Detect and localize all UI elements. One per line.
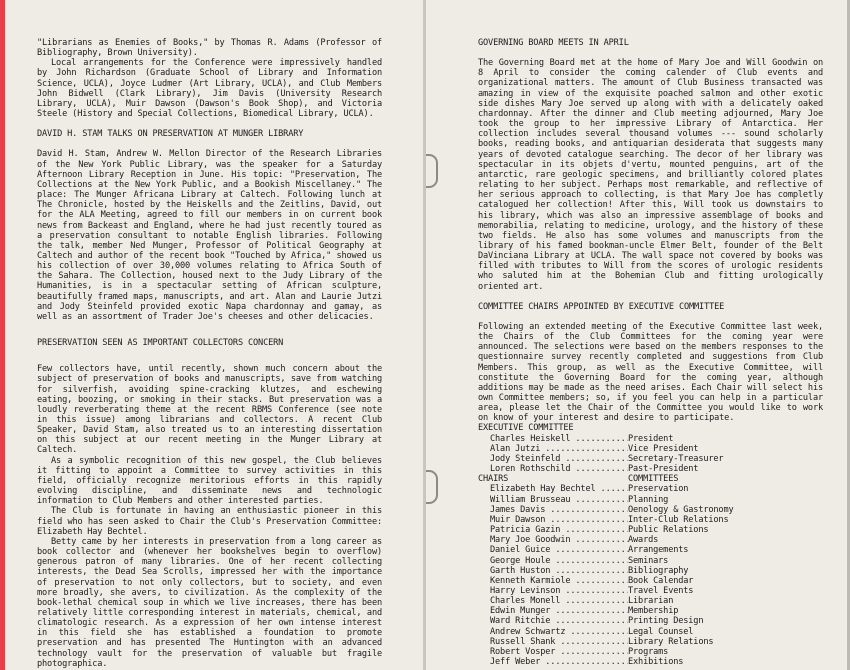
- chairs-header-row: [478, 474, 823, 484]
- chair-row: [478, 616, 823, 626]
- committee-name: Librarian: [628, 596, 674, 607]
- chair-name: Kenneth Karmiole .....: [478, 576, 628, 586]
- chair-row: [478, 586, 823, 596]
- exec-role: Vice President: [628, 443, 699, 454]
- chair-name: Garth Huston .....: [478, 566, 628, 576]
- committee-name: Travel Events: [628, 585, 694, 596]
- chair-name: James Davis .....: [478, 505, 628, 515]
- exec-role: President: [628, 433, 674, 444]
- stam-paragraph: David H. Stam, Andrew W. Mellon Director of the Research Libraries of the New York Public Library, was the speaker for a Saturday Afternoon Library Reception in June. His topic: "Preservation, The Collections at the New York Public, and a Bookish Miscellaney." The place: The Munger Africana Library at Caltech. Following lunch at The Chronicle, hosted by the Heiskells and the Zeitlins, David, out for the ALA Meeting, agreed to fill our members in on current book news from Backeast and England, where he had just recently toured as a preservation consultant to notable English libraries. Following the talk, member Ned Munger, Professor of Political Geography at Caltech and author of the recent book "Touched by Africa," showed us his collection of over 30,000 volumes relating to Africa South of the Sahara. The Collection, housed next to the Judy Library of the Humanities, is in a spectacular setting of African sculpture, beautifully framed maps, manuscripts, and art. Alan and Laurie Jutzi and Jody Steinfeld provided exotic Napa chardonnay and gamay, as well as an assortment of Trader Joe's cheeses and other delicacies.: [37, 149, 382, 322]
- chair-name: Harry Levinson .....: [478, 586, 628, 596]
- chair-row: [478, 545, 823, 555]
- exec-name: Loren Rothschild .....: [478, 464, 628, 474]
- chair-name: George Houle .....: [478, 556, 628, 566]
- committee-name: Printing Design: [628, 616, 704, 627]
- committee-name: Programs: [628, 646, 669, 657]
- chair-row: [478, 627, 823, 637]
- exec-role: Past-President: [628, 464, 699, 475]
- chair-name: Russell Shank .....: [478, 637, 628, 647]
- preservation-heading: PRESERVATION SEEN AS IMPORTANT COLLECTORS CONCERN: [37, 338, 284, 349]
- preservation-paragraph-2: As a symbolic recognition of this new gospel, the Club believes it fitting to appoint a Committee to survey activities in this field, officially recognize meritorious efforts in this rapidly evolving discipline, and disseminate news and technologic information to Club Members and other interested parties.: [37, 455, 382, 507]
- chair-name: Ward Ritchie .....: [478, 616, 628, 626]
- chair-row: [478, 566, 823, 576]
- board-paragraph: The Governing Board met at the home of Mary Joe and Will Goodwin on 8 April to consider the coming calender of Club events and organizational matters. The amount of Club Business transacted was amazing in view of the exquisite poached salmon and other exotic side dishes Mary Joe served up along with with a delicately oaked chardonnay. After the dinner and Club meeting adjourned, Mary Joe took the group to her impressive Library of Antarctica. Her collection includes several thousand volumes --- sound scholarly books, reading books, and antiquarian desiderata that suggests many years of devoted catalogue searching. The decor of her library was spectacular in its objets d'vertu, mounted penguins, art of the antarctic, rare geologic specimens, and brilliantly colored plates relating to her subject. Perhaps most remarkable, and reflective of her serious approach to collecting, is that Mary Joe has completly catalogued her collection! After this, Will took us downstairs to his library, which was also an impressive assemblage of books and memorabilia, relating to medicine, urology, and the history of these two fields. He also has some volumes and manuscripts from the library of his famed bookman-uncle Elmer Belt, founder of the Belt DaVinciana Library at UCLA. The wall space not covered by books was filled with tributes to Will from the scores of urologic residents who saluted him at the Bohemian Club and fitting urologically oriented art.: [478, 58, 823, 292]
- preservation-paragraph-3: The Club is fortunate in having an enthusiastic pioneer in this field who has seen asked to Chair the Club's Preservation Committee: Elizabeth Hay Bechtel.: [37, 506, 382, 537]
- chair-row: [478, 596, 823, 606]
- chairs-paragraph: Following an extended meeting of the Executive Committee last week, the Chairs of the Club Committees for the coming year were announced. The selections were based on the members responses to the questionnaire survey recently completed and suggestions from Club Members. This group, as well as the Executive Committee, will constitute the Governing Board for the coming year, although additions may be made as the need arises. Each Chair will select his own Committee members; so, if you feel you can help in a particular area, please let the Chair of the Committee you would like to work on know of your interest and desire to participate.: [478, 321, 823, 424]
- preservation-paragraph-4: Betty came by her interests in preservation from a long career as book collector and (whenever her bookshelves begin to overflow) generous patron of many libraries. One of her recent collecting interests, the Dead Sea Scrolls, impressed her with the importance of preservation to not only collectors, but to society, and even more broadly, she avers, to civilization. As the complexity of the book-lethal chemical soup in which we live increases, there has been relatively little corresponding interest in materials, chemical, and climatologic research. As a expression of her own intense interest in this field she has established a foundation to promote preservation and has presented The Huntington with an advanced technology vault for the preservation of valuable but fragile photographica.: [37, 536, 382, 669]
- chair-name: Andrew Schwartz .....: [478, 627, 628, 637]
- left-column: [37, 38, 382, 669]
- committee-name: Membership: [628, 606, 679, 617]
- committee-name: Arrangements: [628, 545, 689, 556]
- exec-name: Jody Steinfeld .....: [478, 454, 628, 464]
- staple-top: [426, 154, 438, 188]
- committee-name: Seminars: [628, 555, 669, 566]
- chair-name: Muir Dawson .....: [478, 515, 628, 525]
- exec-row: [478, 464, 823, 474]
- chair-name: Jeff Weber .....: [478, 657, 628, 667]
- committee-name: Planning: [628, 494, 669, 505]
- exec-row: [478, 434, 823, 444]
- chair-row: [478, 525, 823, 535]
- preservation-paragraph-1: Few collectors have, until recently, shown much concern about the subject of preservation of books and manuscripts, save from watching for silverfish, avoiding spine-cracking klutzes, and eschewing eating, boozing, or smoking in their stacks. But preservation was a loudly reverberating theme at the recent RBMS Conference (see note in this issue) among librarians and collectors. A recent Club Speaker, David Stam, also treated us to an interesting dissertation on this subject at our recent meeting in the Munger Library at Caltech.: [37, 364, 382, 456]
- board-heading: GOVERNING BOARD MEETS IN APRIL: [478, 38, 629, 48]
- chair-name: Patricia Gazin .....: [478, 525, 628, 535]
- arrangements-paragraph: Local arrangements for the Conference were impressively handled by John Richardson (Graduate School of Library and Information Science, UCLA), Joyce Ludmer (Art Library, UCLA), and Club Members John Bidwell (Clark Library), Jim Davis (University Research Library, UCLA), Muir Dawson (Dawson's Book Shop), and Victoria Steele (History and Special Collections, Biomedical Library, UCLA).: [37, 58, 382, 120]
- committee-name: Library Relations: [628, 636, 714, 647]
- committee-name: Inter-Club Relations: [628, 514, 729, 525]
- chair-row: [478, 556, 823, 566]
- committee-name: Legal Counsel: [628, 626, 694, 637]
- right-column: [478, 38, 823, 667]
- chair-row: [478, 484, 823, 494]
- exec-row: [478, 444, 823, 454]
- chair-name: Charles Monell .....: [478, 596, 628, 606]
- staple-bottom: [426, 470, 438, 504]
- chair-row: [478, 606, 823, 616]
- chair-row: [478, 515, 823, 525]
- exec-row: [478, 454, 823, 464]
- committee-name: Preservation: [628, 484, 689, 495]
- chair-row: [478, 505, 823, 515]
- committee-name: Book Calendar: [628, 575, 694, 586]
- chair-row: [478, 647, 823, 657]
- stam-heading: DAVID H. STAM TALKS ON PRESERVATION AT MUNGER LIBRARY: [37, 129, 304, 140]
- chair-name: Mary Joe Goodwin .....: [478, 535, 628, 545]
- executive-committee-label: EXECUTIVE COMMITTEE: [478, 423, 574, 434]
- committees-label: COMMITTEES: [628, 474, 679, 485]
- executive-committee-list: [478, 434, 823, 475]
- chair-name: Robert Vosper .....: [478, 647, 628, 657]
- committee-name: Oenology & Gastronomy: [628, 504, 734, 515]
- committee-name: Public Relations: [628, 525, 709, 536]
- chair-row: [478, 535, 823, 545]
- chair-name: William Brusseau .....: [478, 495, 628, 505]
- committee-name: Bibliography: [628, 565, 689, 576]
- chair-name: Edwin Munger .....: [478, 606, 628, 616]
- exec-name: Charles Heiskell .....: [478, 434, 628, 444]
- intro-paragraph: "Librarians as Enemies of Books," by Thomas R. Adams (Professor of Bibliography, Brown University).: [37, 38, 382, 59]
- exec-role: Secretary-Treasurer: [628, 453, 724, 464]
- chair-name: Elizabeth Hay Bechtel .....: [478, 484, 628, 494]
- chair-row: [478, 576, 823, 586]
- chair-row: [478, 657, 823, 667]
- committee-name: Awards: [628, 535, 659, 546]
- exec-name: Alan Jutzi .....: [478, 444, 628, 454]
- chair-name: Daniel Guice .....: [478, 545, 628, 555]
- chairs-heading: COMMITTEE CHAIRS APPOINTED BY EXECUTIVE COMMITTEE: [478, 301, 725, 312]
- chair-row: [478, 637, 823, 647]
- committee-name: Exhibitions: [628, 657, 684, 668]
- chairs-label: CHAIRS: [478, 474, 509, 485]
- chairs-list: [478, 484, 823, 667]
- chair-row: [478, 495, 823, 505]
